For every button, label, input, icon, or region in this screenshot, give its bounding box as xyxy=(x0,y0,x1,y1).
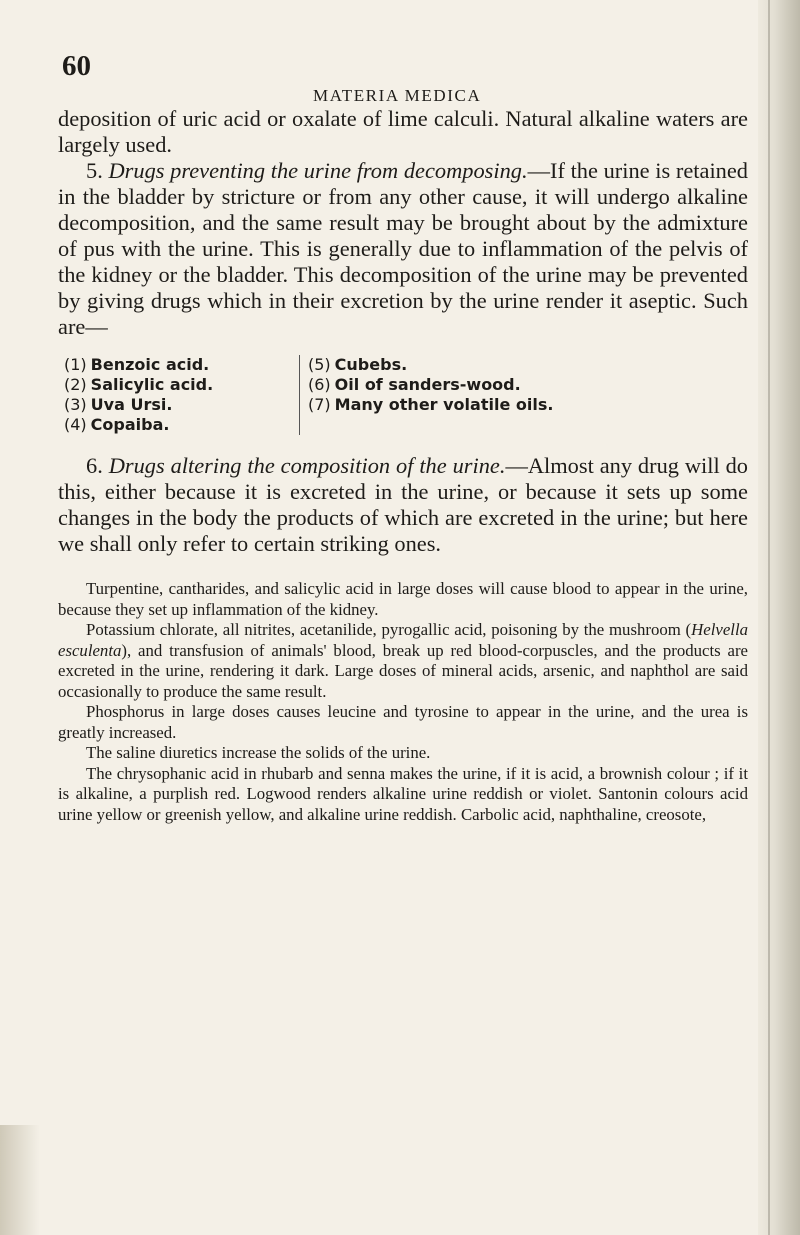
paragraph-potassium xyxy=(58,620,748,702)
list-item-number: (2) xyxy=(64,375,87,394)
page-header xyxy=(58,50,748,106)
section-6-body: —Almost any drug will do this, either because it is excreted in the urine, or because it sets up some changes in the body the products of which are excreted in the urine; but here we shall only refer to certain striking ones. xyxy=(58,453,749,556)
drug-list xyxy=(64,355,748,435)
page-content xyxy=(58,50,748,825)
list-item-name: Uva Ursi. xyxy=(90,395,173,414)
section-5-heading: Drugs preventing the urine from decomposing. xyxy=(108,158,528,183)
drug-list-right-column xyxy=(299,355,728,435)
paragraph-turpentine: Turpentine, cantharides, and salicylic acid in large doses will cause blood to appear in the urine, because they set up inflammation of the kidney. xyxy=(58,579,748,619)
section-6-heading: Drugs altering the composition of the urine. xyxy=(108,453,506,478)
page-binding-edge xyxy=(758,0,800,1235)
list-item xyxy=(64,355,299,375)
section-5-paragraph xyxy=(58,158,748,340)
list-item-name: Copaiba. xyxy=(90,415,170,434)
list-item-name: Salicylic acid. xyxy=(90,375,214,394)
paragraph-potassium-text: Potassium chlorate, all nitrites, acetanilide, pyrogallic acid, poisoning by the mushroom ( xyxy=(86,620,692,639)
list-item xyxy=(308,375,728,395)
list-item-name: Cubebs. xyxy=(334,355,408,374)
paragraph-chrysophanic: The chrysophanic acid in rhubarb and senna makes the urine, if it is acid, a brownish colour ; if it is alkaline, a purplish red. Logwood renders alkaline urine reddish or violet. Santonin colours acid urine yellow or greenish yellow, and alkaline urine reddish. Carbolic acid, naphthaline, creosote, xyxy=(58,763,748,824)
list-item xyxy=(308,395,728,415)
list-item-name: Many other volatile oils. xyxy=(334,395,554,414)
list-item-name: Benzoic acid. xyxy=(90,355,210,374)
paragraph-calculi: deposition of uric acid or oxalate of lime calculi. Natural alkaline waters are largely used. xyxy=(58,106,748,157)
list-item xyxy=(64,415,299,435)
list-item xyxy=(64,375,299,395)
section-gap xyxy=(58,557,748,579)
drug-list-left-column xyxy=(64,355,299,435)
list-item-number: (4) xyxy=(64,415,87,434)
paragraph-saline: The saline diuretics increase the solids of the urine. xyxy=(86,743,431,762)
paragraph-potassium-text-end: ), and transfusion of animals' blood, break up red blood-corpuscles, and the products are excreted in the urine, rendering it dark. Large doses of mineral acids, arsenic, and naphthol are said occasionally to produce the same result. xyxy=(58,640,748,701)
list-item-number: (1) xyxy=(64,355,87,374)
page-corner-shadow xyxy=(0,1125,40,1235)
section-6-number: 6. xyxy=(86,453,103,478)
species-name: Helvella esculenta xyxy=(58,620,748,660)
list-item xyxy=(64,395,299,415)
list-item-number: (5) xyxy=(308,355,331,374)
paragraph-phosphorus: Phosphorus in large doses causes leucine and tyrosine to appear in the urine, and the urea is greatly increased. xyxy=(58,702,748,742)
list-item-number: (6) xyxy=(308,375,331,394)
list-item-number: (3) xyxy=(64,395,87,414)
list-item-number: (7) xyxy=(308,395,331,414)
binding-line xyxy=(768,0,770,1235)
section-5-body: —If the urine is retained in the bladder by stricture or from any other cause, it will undergo alkaline decomposition, and the same result may be brought about by the admixture of pus with the urine. This is generally due to inflammation of the pelvis of the kidney or the bladder. This decomposition of the urine may be prevented by giving drugs which in their excretion by the urine render it aseptic. Such are— xyxy=(58,158,749,339)
list-item-name: Oil of sanders-wood. xyxy=(334,375,521,394)
section-5-number: 5. xyxy=(86,158,103,183)
page-number: 60 xyxy=(62,50,91,82)
list-item xyxy=(308,355,728,375)
section-6-paragraph xyxy=(58,453,748,557)
running-title: MATERIA MEDICA xyxy=(313,86,482,105)
